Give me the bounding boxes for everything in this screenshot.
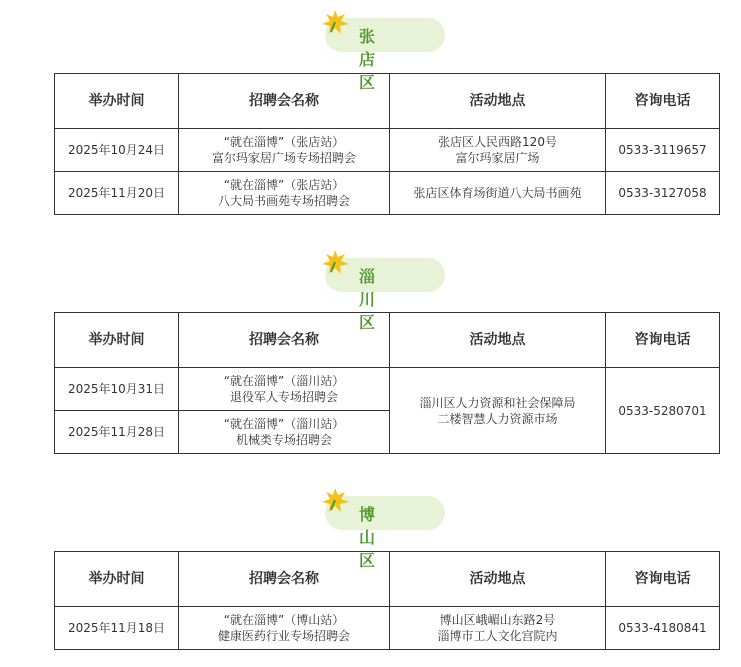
cell-time: 2025年11月28日 xyxy=(55,411,179,454)
name-line: “就在淄博”（博山站） xyxy=(223,613,345,627)
name-line: 富尔玛家居广场专场招聘会 xyxy=(211,151,356,165)
name-line: 八大局书画苑专场招聘会 xyxy=(217,194,350,208)
cell-phone: 0533-5280701 xyxy=(606,368,720,454)
cell-name xyxy=(179,172,390,215)
table-row xyxy=(55,607,720,650)
job-fair-table-boshan xyxy=(54,551,720,650)
name-line: 健康医药行业专场招聘会 xyxy=(217,629,350,643)
header-time: 举办时间 xyxy=(55,74,179,129)
leaf-icon xyxy=(321,248,351,276)
cell-name xyxy=(179,607,390,650)
name-line: “就在淄博”（张店站） xyxy=(223,135,345,149)
table-row xyxy=(55,129,720,172)
header-time: 举办时间 xyxy=(55,313,179,368)
header-phone: 咨询电话 xyxy=(606,552,720,607)
table-header-row xyxy=(55,74,720,129)
place-line: 富尔玛家居广场 xyxy=(455,151,540,165)
table-header-row xyxy=(55,552,720,607)
cell-phone: 0533-4180841 xyxy=(606,607,720,650)
cell-name xyxy=(179,368,390,411)
place-line: 淄博市工人文化宫院内 xyxy=(437,629,558,643)
district-title: 淄川区 xyxy=(359,267,377,332)
cell-place xyxy=(390,129,606,172)
header-place: 活动地点 xyxy=(390,552,606,607)
cell-name xyxy=(179,129,390,172)
place-line: 博山区峨嵋山东路2号 xyxy=(439,613,556,627)
header-name: 招聘会名称 xyxy=(179,74,390,129)
cell-time: 2025年11月20日 xyxy=(55,172,179,215)
cell-phone: 0533-3119657 xyxy=(606,129,720,172)
cell-name xyxy=(179,411,390,454)
name-line: “就在淄博”（张店站） xyxy=(223,178,345,192)
place-line: 张店区人民西路120号 xyxy=(438,135,557,149)
job-fair-table-zichuan xyxy=(54,312,720,454)
name-line: 退役军人专场招聘会 xyxy=(229,390,338,404)
cell-time: 2025年10月24日 xyxy=(55,129,179,172)
name-line: 机械类专场招聘会 xyxy=(235,433,332,447)
cell-time: 2025年10月31日 xyxy=(55,368,179,411)
header-name: 招聘会名称 xyxy=(179,552,390,607)
place-line: 淄川区人力资源和社会保障局 xyxy=(419,395,576,410)
cell-place xyxy=(390,607,606,650)
cell-phone: 0533-3127058 xyxy=(606,172,720,215)
leaf-icon xyxy=(321,486,351,514)
leaf-icon xyxy=(321,8,351,36)
district-title: 博山区 xyxy=(359,505,377,570)
cell-place xyxy=(390,368,606,454)
job-fair-table-zhangdian xyxy=(54,73,720,215)
table-row xyxy=(55,172,720,215)
header-phone: 咨询电话 xyxy=(606,74,720,129)
header-place: 活动地点 xyxy=(390,74,606,129)
header-place: 活动地点 xyxy=(390,313,606,368)
name-line: “就在淄博”（淄川站） xyxy=(223,374,345,388)
name-line: “就在淄博”（淄川站） xyxy=(223,417,345,431)
place-line: 二楼智慧人力资源市场 xyxy=(437,411,558,426)
cell-time: 2025年11月18日 xyxy=(55,607,179,650)
header-phone: 咨询电话 xyxy=(606,313,720,368)
table-row xyxy=(55,368,720,411)
cell-place: 张店区体育场街道八大局书画苑 xyxy=(390,172,606,215)
table-header-row xyxy=(55,313,720,368)
header-name: 招聘会名称 xyxy=(179,313,390,368)
header-time: 举办时间 xyxy=(55,552,179,607)
district-title: 张店区 xyxy=(359,27,377,92)
